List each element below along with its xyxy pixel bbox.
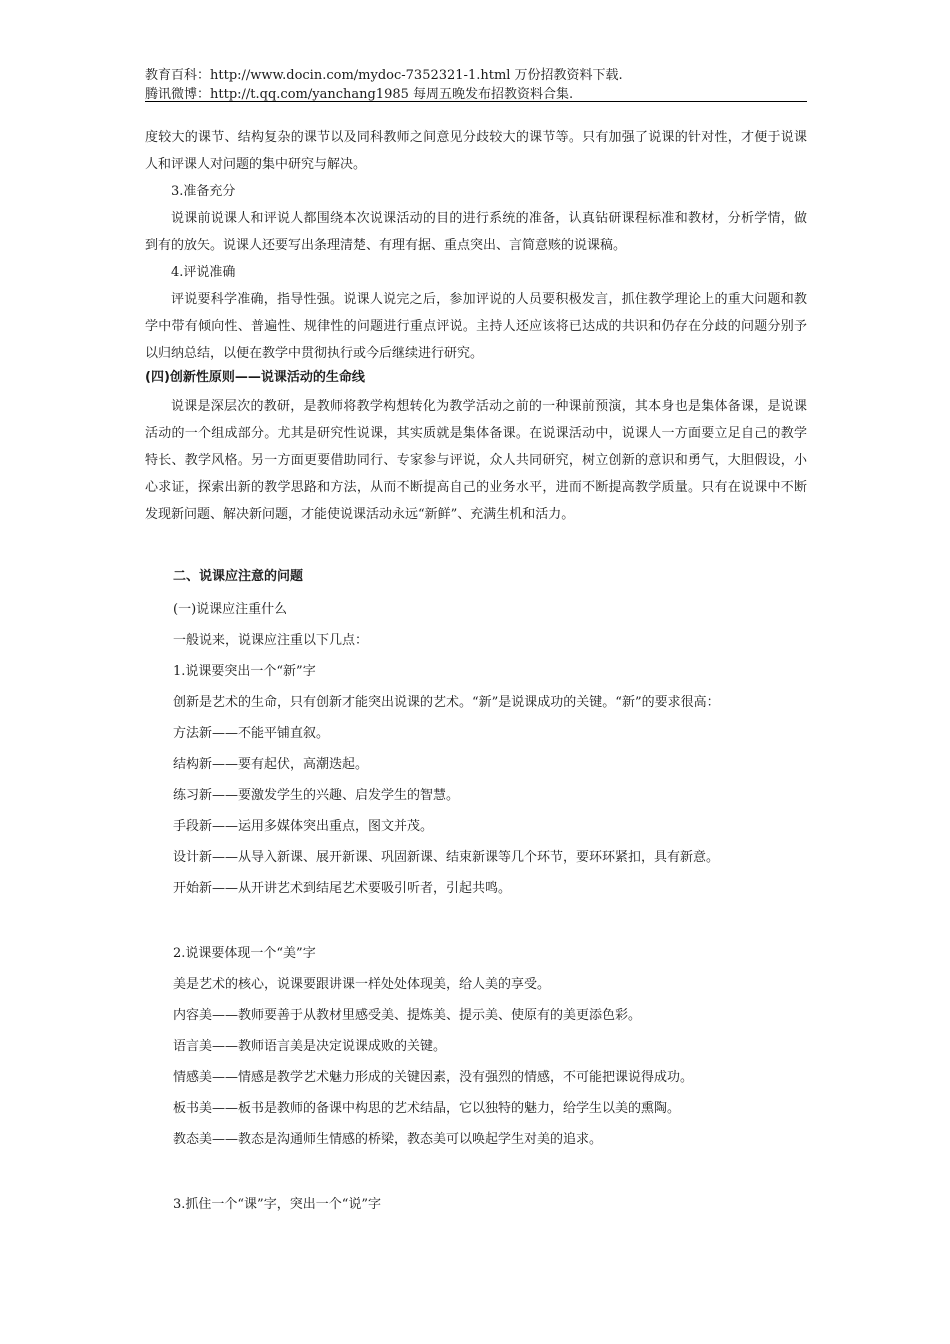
point-lesson-heading: 3.抓住一个“课”字，突出一个“说”字 (173, 1197, 381, 1212)
list-item: 设计新——从导入新课、展开新课、巩固新课、结束新课等几个环节，要环环紧扣，具有新意。 (173, 850, 720, 865)
section-title-issues: 二、说课应注意的问题 (173, 569, 304, 584)
list-item: 方法新——不能平铺直叙。 (173, 726, 330, 741)
list-item: 内容美——教师要善于从教材里感受美、提炼美、提示美、使原有的美更添色彩。 (173, 1008, 642, 1023)
list-item: 美是艺术的核心，说课要跟讲课一样处处体现美，给人美的享受。 (173, 977, 551, 992)
list-item: 开始新——从开讲艺术到结尾艺术要吸引听者，引起共鸣。 (173, 881, 512, 896)
paragraph-intro: 度较大的课节、结构复杂的课节以及同科教师之间意见分歧较大的课节等。只有加强了说课的针对性，才便于说课人和评课人对问题的集中研究与解决。 (145, 130, 807, 172)
heading-evaluation: 4.评说准确 (171, 265, 236, 280)
point-beauty-heading: 2.说课要体现一个“美”字 (173, 946, 316, 961)
document-body (145, 124, 807, 1220)
header-line-weibo: 腾讯微博：http://t.qq.com/yanchang1985 每周五晚发布招教资料合集. (145, 87, 574, 102)
list-item: 创新是艺术的生命，只有创新才能突出说课的艺术。“新”是说课成功的关键。“新”的要求很高： (173, 695, 720, 710)
page-header (145, 66, 807, 104)
list-item: 情感美——情感是教学艺术魅力形成的关键因素，没有强烈的情感，不可能把课说得成功。 (173, 1070, 694, 1085)
paragraph-preparation: 说课前说课人和评说人都围绕本次说课活动的目的进行系统的准备，认真钻研课程标准和教材，分析学情，做到有的放矢。说课人还要写出条理清楚、有理有据、重点突出、言简意赅的说课稿。 (145, 211, 807, 253)
list-item: 语言美——教师语言美是决定说课成败的关键。 (173, 1039, 447, 1054)
point-new-heading: 1.说课要突出一个“新”字 (173, 664, 316, 679)
list-item: 结构新——要有起伏，高潮迭起。 (173, 757, 369, 772)
points-intro: 一般说来，说课应注重以下几点： (173, 633, 369, 648)
paragraph-evaluation: 评说要科学准确，指导性强。说课人说完之后，参加评说的人员要积极发言，抓住教学理论上的重大问题和教学中带有倾向性、普遍性、规律性的问题进行重点评说。主持人还应该将已达成的共识和仍存在分歧的问题分别予以归纳总结，以便在教学中贯彻执行或今后继续进行研究。 (145, 292, 807, 361)
heading-preparation: 3.准备充分 (171, 184, 236, 199)
header-divider (145, 101, 807, 102)
list-item: 练习新——要激发学生的兴趣、启发学生的智慧。 (173, 788, 460, 803)
list-item: 板书美——板书是教师的备课中构思的艺术结晶，它以独特的魅力，给学生以美的熏陶。 (173, 1101, 681, 1116)
list-item: 教态美——教态是沟通师生情感的桥梁，教态美可以唤起学生对美的追求。 (173, 1132, 603, 1147)
heading-innovation-principle: (四)创新性原则——说课活动的生命线 (145, 370, 365, 385)
subsection-focus: (一)说课应注重什么 (173, 602, 288, 617)
header-line-docin: 教育百科：http://www.docin.com/mydoc-7352321-1.html 万份招教资料下载. (145, 68, 623, 83)
paragraph-innovation: 说课是深层次的教研，是教师将教学构想转化为教学活动之前的一种课前预演，其本身也是集体备课，是说课活动的一个组成部分。尤其是研究性说课，其实质就是集体备课。在说课活动中，说课人一方面要立足自己的教学特长、教学风格。另一方面更要借助同行、专家参与评说，众人共同研究，树立创新的意识和勇气，大胆假设，小心求证，探索出新的教学思路和方法，从而不断提高自己的业务水平，进而不断提高教学质量。只有在说课中不断发现新问题、解决新问题，才能使说课活动永远“新鲜”、充满生机和活力。 (145, 399, 807, 522)
list-item: 手段新——运用多媒体突出重点，图文并茂。 (173, 819, 434, 834)
